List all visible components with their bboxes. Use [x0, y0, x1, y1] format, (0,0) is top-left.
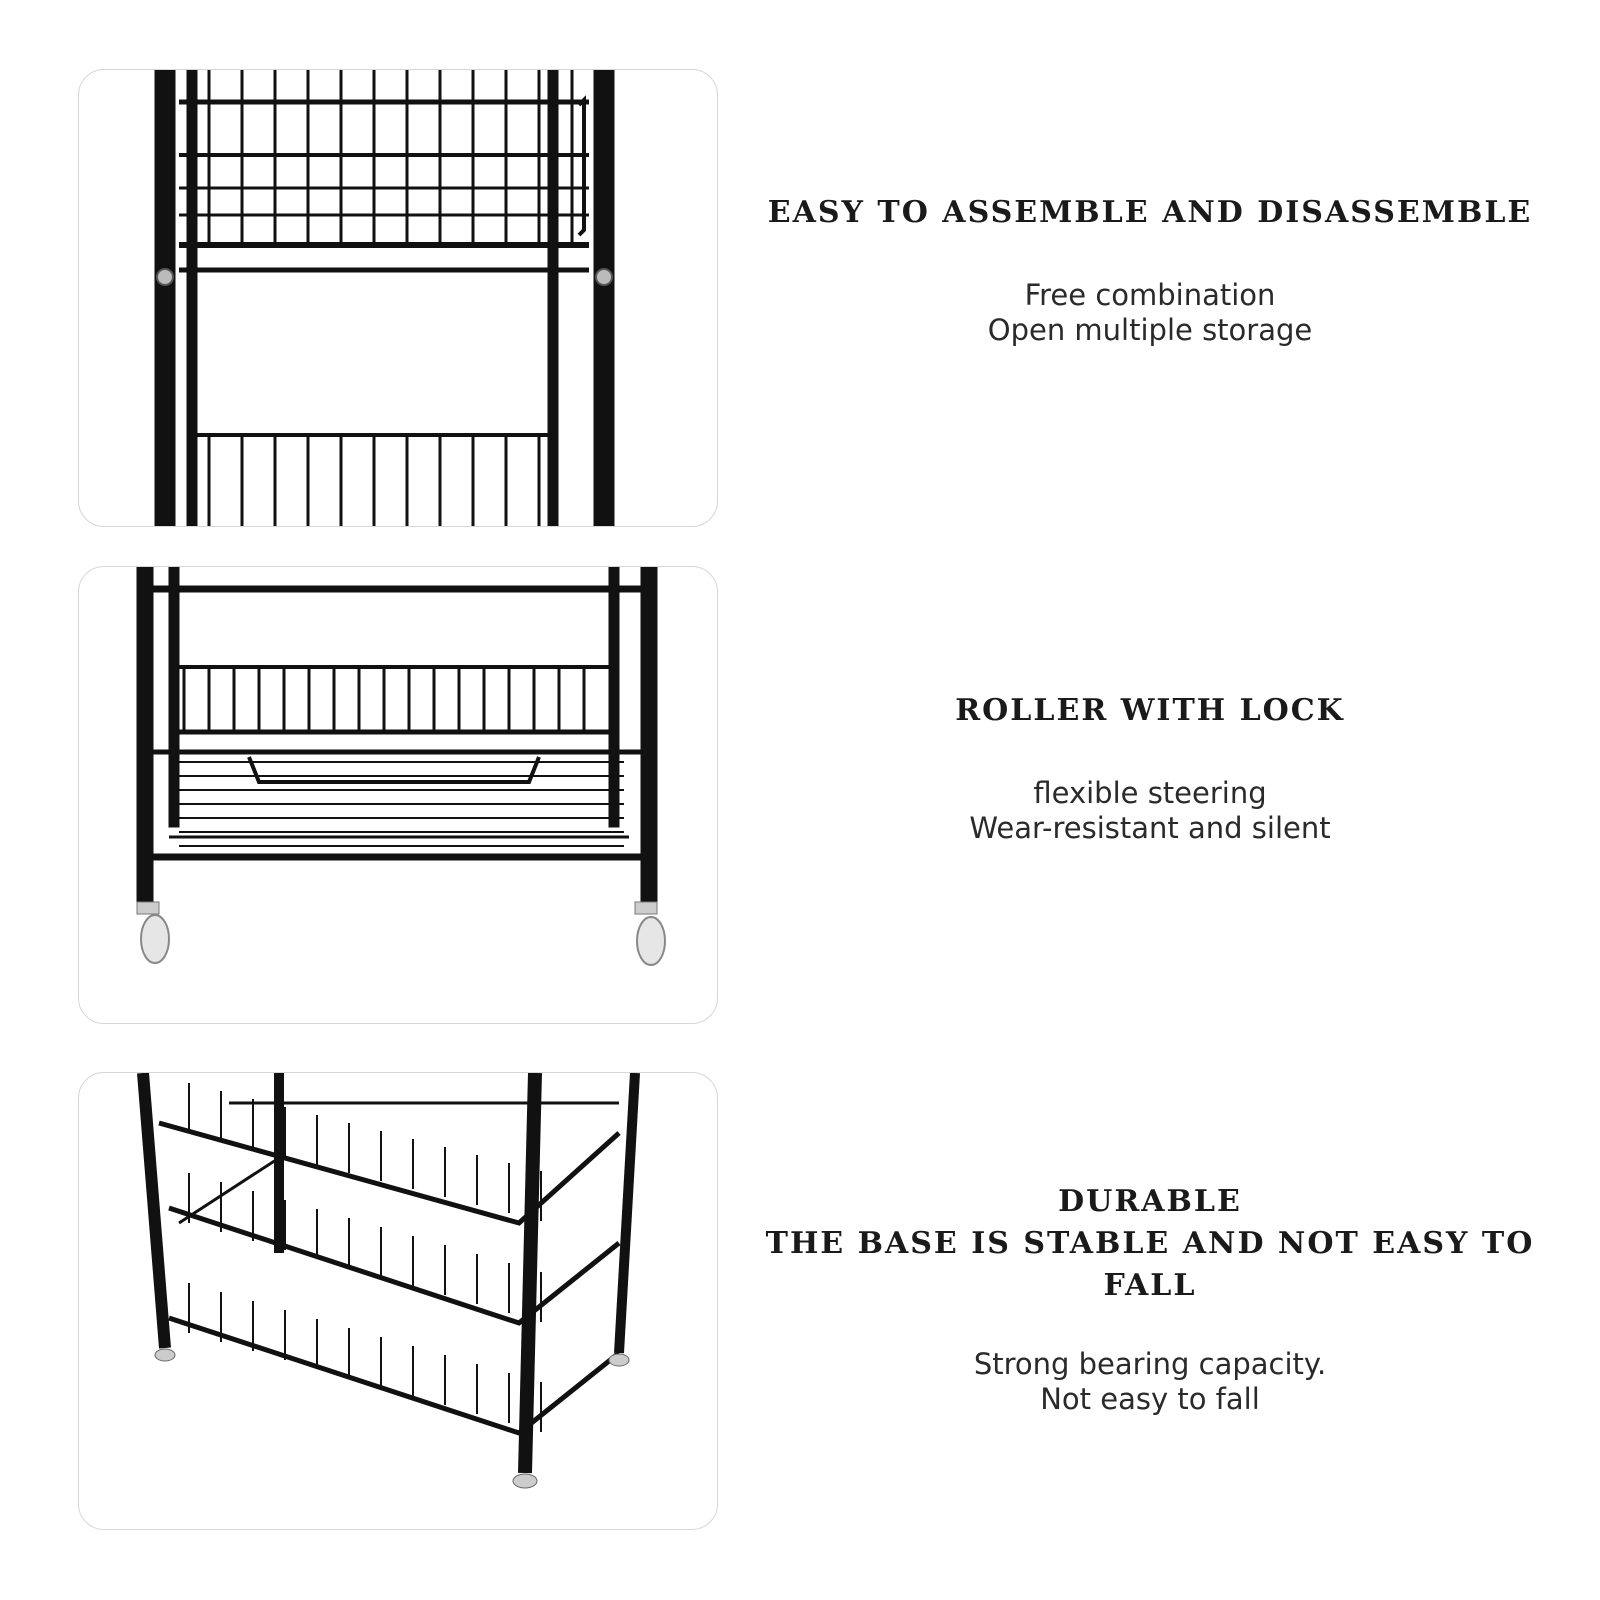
product-image-durable — [78, 1072, 718, 1530]
feature-heading — [740, 690, 1560, 732]
feature-heading — [740, 192, 1560, 234]
desc-line: Wear-resistant and silent — [969, 811, 1331, 845]
heading-line: THE BASE IS STABLE AND NOT EASY TO FALL — [765, 1226, 1535, 1303]
feature-assembly — [740, 192, 1560, 348]
caster-right-icon — [635, 902, 665, 965]
feature-durable — [740, 1181, 1560, 1417]
feature-roller — [740, 690, 1560, 846]
feature-heading — [740, 1181, 1560, 1307]
heading-line: ROLLER WITH LOCK — [955, 693, 1345, 728]
rack-roller-illustration — [79, 567, 717, 1023]
heading-line: DURABLE — [1058, 1184, 1242, 1219]
caster-left-icon — [137, 902, 169, 963]
product-image-roller — [78, 566, 718, 1024]
feature-description — [740, 776, 1560, 846]
desc-line: Not easy to fall — [1040, 1382, 1260, 1416]
desc-line: Free combination — [1024, 278, 1276, 312]
desc-line: Strong bearing capacity. — [973, 1347, 1327, 1381]
feature-description — [740, 1347, 1560, 1417]
desc-line: Open multiple storage — [987, 313, 1313, 347]
desc-line: flexible steering — [1033, 776, 1267, 810]
feature-description — [740, 278, 1560, 348]
rack-top-illustration — [79, 70, 717, 526]
product-image-assembly — [78, 69, 718, 527]
rack-base-illustration — [79, 1073, 717, 1529]
heading-line: EASY TO ASSEMBLE AND DISASSEMBLE — [767, 195, 1533, 230]
